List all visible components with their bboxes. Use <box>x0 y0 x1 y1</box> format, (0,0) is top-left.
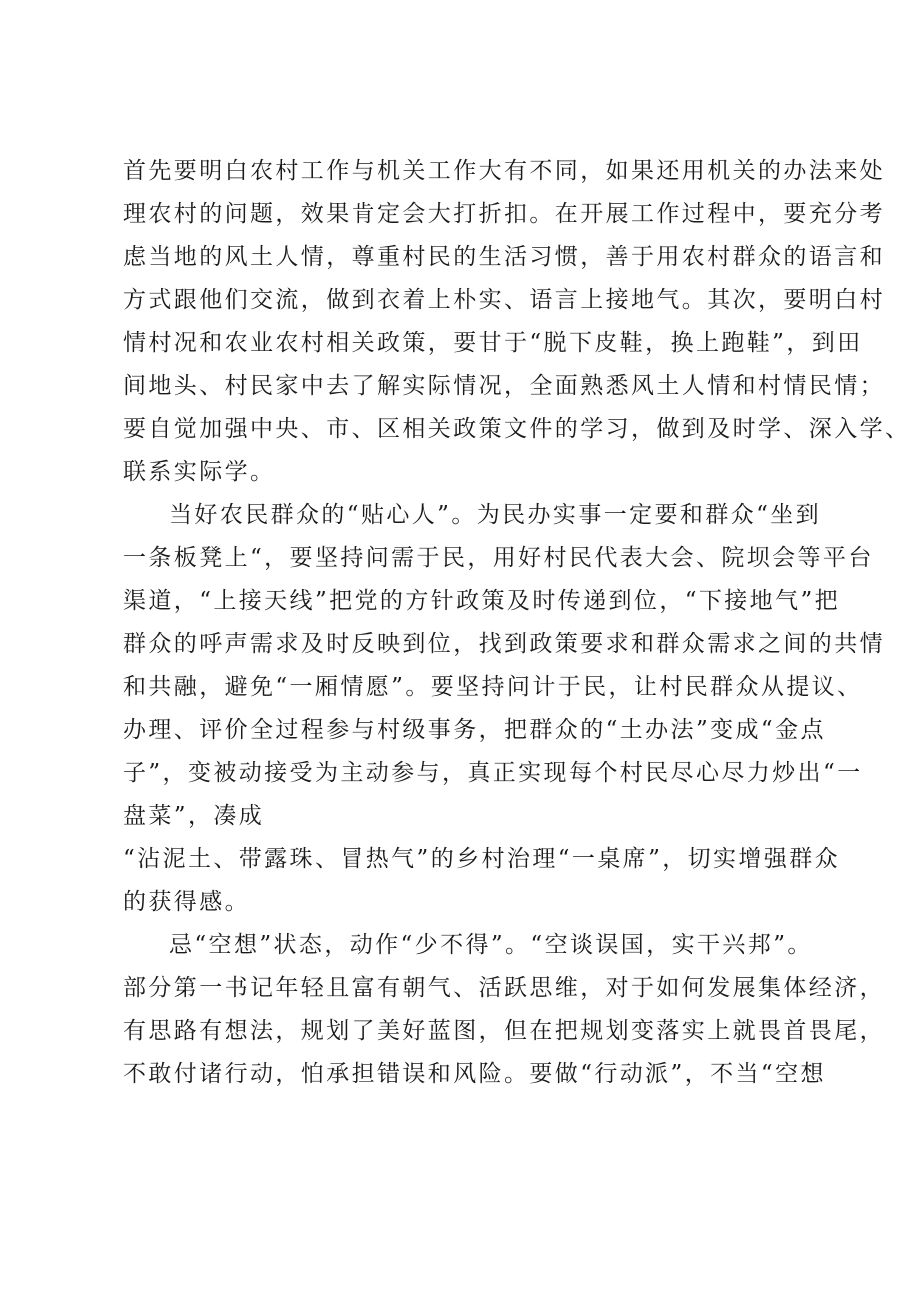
text-line: 间地头、村民家中去了解实际情况，全面熟悉风土人情和村情民情； <box>123 373 885 399</box>
paragraph-3 <box>123 924 885 1096</box>
text-line: 忌“空想”状态，动作“少不得”。“空谈误国，实干兴邦”。 <box>169 932 813 958</box>
paragraph-1 <box>123 150 911 494</box>
text-line: 和共融，避免“一厢情愿”。要坚持问计于民，让村民群众从提议、 <box>123 674 863 700</box>
text-line: “沾泥土、带露珠、冒热气”的乡村治理“一桌席”，切实增强群众 <box>123 846 841 872</box>
text-line: 盘菜”，凑成 <box>123 803 265 829</box>
document-body <box>123 150 911 1096</box>
text-line: 不敢付诸行动，怕承担错误和风险。要做“行动派”，不当“空想 <box>123 1061 826 1087</box>
text-line: 方式跟他们交流，做到衣着上朴实、语言上接地气。其次，要明白村 <box>123 287 885 313</box>
text-line: 子”，变被动接受为主动参与，真正实现每个村民尽心尽力炒出“一 <box>123 760 863 786</box>
text-line: 部分第一书记年轻且富有朝气、活跃思维，对于如何发展集体经济， <box>123 975 885 1001</box>
paragraph-2 <box>123 494 885 924</box>
text-line: 的获得感。 <box>123 889 250 915</box>
text-line: 有思路有想法，规划了美好蓝图，但在把规划变落实上就畏首畏尾， <box>123 1018 885 1044</box>
text-line: 当好农民群众的“贴心人”。为民办实事一定要和群众“坐到 <box>169 502 822 528</box>
text-line: 渠道，“上接天线”把党的方针政策及时传递到位，“下接地气”把 <box>123 588 841 614</box>
text-line: 情村况和农业农村相关政策，要甘于“脱下皮鞋，换上跑鞋”，到田 <box>123 330 863 356</box>
text-line: 一条板凳上“，要坚持问需于民，用好村民代表大会、院坝会等平台 <box>123 545 874 571</box>
text-line: 首先要明白农村工作与机关工作大有不同，如果还用机关的办法来处 <box>123 158 885 184</box>
text-line: 理农村的问题，效果肯定会大打折扣。在开展工作过程中，要充分考 <box>123 201 885 227</box>
text-line: 虑当地的风土人情，尊重村民的生活习惯，善于用农村群众的语言和 <box>123 244 885 270</box>
text-line: 联系实际学。 <box>123 459 276 485</box>
text-line: 群众的呼声需求及时反映到位，找到政策要求和群众需求之间的共情 <box>123 631 885 657</box>
text-line: 办理、评价全过程参与村级事务，把群众的“土办法”变成“金点 <box>123 717 826 743</box>
text-line: 要自觉加强中央、市、区相关政策文件的学习，做到及时学、深入学、 <box>123 416 911 442</box>
